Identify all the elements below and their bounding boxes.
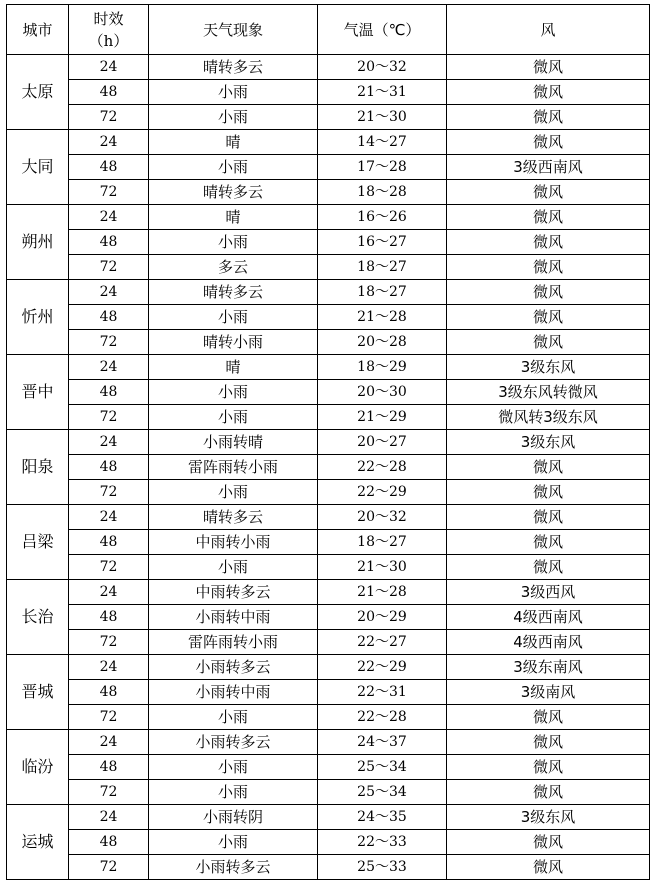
wind-cell: 微风	[447, 55, 650, 80]
temperature-cell: 20～32	[318, 505, 447, 530]
weather-cell: 小雨转多云	[149, 655, 318, 680]
table-row	[7, 205, 650, 230]
temperature-cell: 18～27	[318, 255, 447, 280]
hours-cell: 24	[69, 580, 149, 605]
weather-cell: 小雨转中雨	[149, 680, 318, 705]
temperature-cell: 18～28	[318, 180, 447, 205]
table-row	[7, 55, 650, 80]
hours-cell: 72	[69, 105, 149, 130]
wind-cell: 微风	[447, 855, 650, 880]
header-weather: 天气现象	[149, 5, 318, 55]
temperature-cell: 16～26	[318, 205, 447, 230]
city-name-cell: 晋城	[7, 655, 69, 730]
weather-cell: 小雨转多云	[149, 730, 318, 755]
header-hours-label: 时效	[93, 9, 124, 28]
table-row	[7, 680, 650, 705]
table-row	[7, 480, 650, 505]
temperature-cell: 25～34	[318, 755, 447, 780]
wind-cell: 微风	[447, 80, 650, 105]
hours-cell: 24	[69, 655, 149, 680]
table-row	[7, 630, 650, 655]
header-row	[7, 5, 650, 55]
table-row	[7, 805, 650, 830]
wind-cell: 3级西南风	[447, 155, 650, 180]
hours-cell: 72	[69, 180, 149, 205]
wind-cell: 微风	[447, 780, 650, 805]
temperature-cell: 18～29	[318, 355, 447, 380]
hours-cell: 48	[69, 605, 149, 630]
weather-cell: 晴转多云	[149, 505, 318, 530]
weather-cell: 小雨转晴	[149, 430, 318, 455]
weather-cell: 晴	[149, 130, 318, 155]
hours-cell: 48	[69, 530, 149, 555]
weather-cell: 小雨	[149, 105, 318, 130]
table-row	[7, 255, 650, 280]
header-city: 城市	[7, 5, 69, 55]
header-hours	[69, 5, 149, 55]
temperature-cell: 22～31	[318, 680, 447, 705]
hours-cell: 48	[69, 155, 149, 180]
city-name-cell: 忻州	[7, 280, 69, 355]
weather-cell: 晴	[149, 205, 318, 230]
hours-cell: 72	[69, 480, 149, 505]
table-row	[7, 405, 650, 430]
table-row	[7, 280, 650, 305]
hours-cell: 72	[69, 780, 149, 805]
temperature-cell: 25～34	[318, 780, 447, 805]
table-row	[7, 780, 650, 805]
hours-cell: 24	[69, 130, 149, 155]
table-row	[7, 655, 650, 680]
weather-cell: 晴转多云	[149, 55, 318, 80]
table-row	[7, 305, 650, 330]
temperature-cell: 21～31	[318, 80, 447, 105]
hours-cell: 24	[69, 805, 149, 830]
wind-cell: 3级东风	[447, 355, 650, 380]
hours-cell: 24	[69, 430, 149, 455]
wind-cell: 微风	[447, 705, 650, 730]
hours-cell: 72	[69, 855, 149, 880]
weather-cell: 小雨	[149, 80, 318, 105]
temperature-cell: 21～28	[318, 305, 447, 330]
weather-cell: 多云	[149, 255, 318, 280]
wind-cell: 微风	[447, 830, 650, 855]
wind-cell: 微风	[447, 280, 650, 305]
wind-cell: 微风	[447, 130, 650, 155]
hours-cell: 48	[69, 380, 149, 405]
hours-cell: 24	[69, 355, 149, 380]
header-hours-unit: （h）	[88, 31, 129, 50]
temperature-cell: 21～28	[318, 580, 447, 605]
weather-cell: 小雨	[149, 830, 318, 855]
city-name-cell: 朔州	[7, 205, 69, 280]
city-name-cell: 运城	[7, 805, 69, 880]
weather-cell: 小雨	[149, 230, 318, 255]
wind-cell: 微风	[447, 230, 650, 255]
temperature-cell: 22～29	[318, 655, 447, 680]
wind-cell: 微风	[447, 455, 650, 480]
temperature-cell: 18～27	[318, 530, 447, 555]
wind-cell: 3级东南风	[447, 655, 650, 680]
table-row	[7, 455, 650, 480]
table-header	[7, 5, 650, 55]
wind-cell: 微风	[447, 505, 650, 530]
hours-cell: 48	[69, 455, 149, 480]
city-name-cell: 长治	[7, 580, 69, 655]
table-row	[7, 130, 650, 155]
temperature-cell: 25～33	[318, 855, 447, 880]
weather-cell: 小雨	[149, 480, 318, 505]
table-row	[7, 855, 650, 880]
table-row	[7, 705, 650, 730]
weather-cell: 中雨转小雨	[149, 530, 318, 555]
table-row	[7, 580, 650, 605]
temperature-cell: 22～28	[318, 455, 447, 480]
temperature-cell: 21～29	[318, 405, 447, 430]
hours-cell: 72	[69, 630, 149, 655]
hours-cell: 24	[69, 55, 149, 80]
weather-cell: 小雨	[149, 155, 318, 180]
header-wind: 风	[447, 5, 650, 55]
wind-cell: 微风	[447, 730, 650, 755]
wind-cell: 3级西风	[447, 580, 650, 605]
weather-cell: 晴	[149, 355, 318, 380]
weather-cell: 小雨转多云	[149, 855, 318, 880]
weather-cell: 小雨	[149, 305, 318, 330]
hours-cell: 24	[69, 505, 149, 530]
table-row	[7, 230, 650, 255]
city-name-cell: 晋中	[7, 355, 69, 430]
temperature-cell: 18～27	[318, 280, 447, 305]
table-row	[7, 430, 650, 455]
weather-cell: 雷阵雨转小雨	[149, 630, 318, 655]
weather-cell: 小雨	[149, 780, 318, 805]
wind-cell: 微风	[447, 205, 650, 230]
hours-cell: 48	[69, 80, 149, 105]
hours-cell: 72	[69, 405, 149, 430]
temperature-cell: 21～30	[318, 555, 447, 580]
table-row	[7, 355, 650, 380]
header-temperature: 气温（℃）	[318, 5, 447, 55]
table-row	[7, 505, 650, 530]
wind-cell: 微风转3级东风	[447, 405, 650, 430]
temperature-cell: 21～30	[318, 105, 447, 130]
temperature-cell: 20～32	[318, 55, 447, 80]
hours-cell: 48	[69, 305, 149, 330]
wind-cell: 微风	[447, 330, 650, 355]
table-row	[7, 380, 650, 405]
wind-cell: 微风	[447, 480, 650, 505]
weather-cell: 晴转多云	[149, 280, 318, 305]
weather-cell: 小雨	[149, 755, 318, 780]
wind-cell: 3级南风	[447, 680, 650, 705]
table-row	[7, 530, 650, 555]
table-row	[7, 80, 650, 105]
temperature-cell: 22～33	[318, 830, 447, 855]
wind-cell: 微风	[447, 255, 650, 280]
wind-cell: 微风	[447, 530, 650, 555]
temperature-cell: 24～35	[318, 805, 447, 830]
wind-cell: 微风	[447, 555, 650, 580]
weather-cell: 小雨	[149, 405, 318, 430]
hours-cell: 48	[69, 755, 149, 780]
table-body	[7, 55, 650, 880]
temperature-cell: 22～28	[318, 705, 447, 730]
temperature-cell: 20～28	[318, 330, 447, 355]
weather-cell: 雷阵雨转小雨	[149, 455, 318, 480]
weather-cell: 晴转小雨	[149, 330, 318, 355]
table-row	[7, 830, 650, 855]
table-row	[7, 555, 650, 580]
weather-cell: 中雨转多云	[149, 580, 318, 605]
wind-cell: 3级东风	[447, 805, 650, 830]
table-row	[7, 105, 650, 130]
temperature-cell: 22～27	[318, 630, 447, 655]
wind-cell: 微风	[447, 105, 650, 130]
wind-cell: 微风	[447, 755, 650, 780]
table-row	[7, 605, 650, 630]
city-name-cell: 大同	[7, 130, 69, 205]
forecast-table	[6, 4, 650, 880]
hours-cell: 72	[69, 255, 149, 280]
wind-cell: 3级东风转微风	[447, 380, 650, 405]
table-row	[7, 730, 650, 755]
hours-cell: 72	[69, 555, 149, 580]
city-name-cell: 阳泉	[7, 430, 69, 505]
hours-cell: 48	[69, 680, 149, 705]
weather-cell: 小雨转阴	[149, 805, 318, 830]
hours-cell: 24	[69, 280, 149, 305]
table-row	[7, 330, 650, 355]
weather-cell: 小雨转中雨	[149, 605, 318, 630]
weather-cell: 小雨	[149, 555, 318, 580]
hours-cell: 24	[69, 730, 149, 755]
table-row	[7, 755, 650, 780]
wind-cell: 4级西南风	[447, 630, 650, 655]
hours-cell: 72	[69, 705, 149, 730]
hours-cell: 24	[69, 205, 149, 230]
wind-cell: 微风	[447, 180, 650, 205]
wind-cell: 4级西南风	[447, 605, 650, 630]
temperature-cell: 20～27	[318, 430, 447, 455]
table-row	[7, 180, 650, 205]
temperature-cell: 16～27	[318, 230, 447, 255]
weather-cell: 小雨	[149, 705, 318, 730]
temperature-cell: 22～29	[318, 480, 447, 505]
hours-cell: 48	[69, 230, 149, 255]
hours-cell: 48	[69, 830, 149, 855]
temperature-cell: 14～27	[318, 130, 447, 155]
weather-cell: 小雨	[149, 380, 318, 405]
city-name-cell: 吕梁	[7, 505, 69, 580]
city-name-cell: 太原	[7, 55, 69, 130]
table-row	[7, 155, 650, 180]
temperature-cell: 17～28	[318, 155, 447, 180]
temperature-cell: 20～29	[318, 605, 447, 630]
wind-cell: 微风	[447, 305, 650, 330]
hours-cell: 72	[69, 330, 149, 355]
weather-cell: 晴转多云	[149, 180, 318, 205]
temperature-cell: 24～37	[318, 730, 447, 755]
wind-cell: 3级东风	[447, 430, 650, 455]
city-name-cell: 临汾	[7, 730, 69, 805]
temperature-cell: 20～30	[318, 380, 447, 405]
